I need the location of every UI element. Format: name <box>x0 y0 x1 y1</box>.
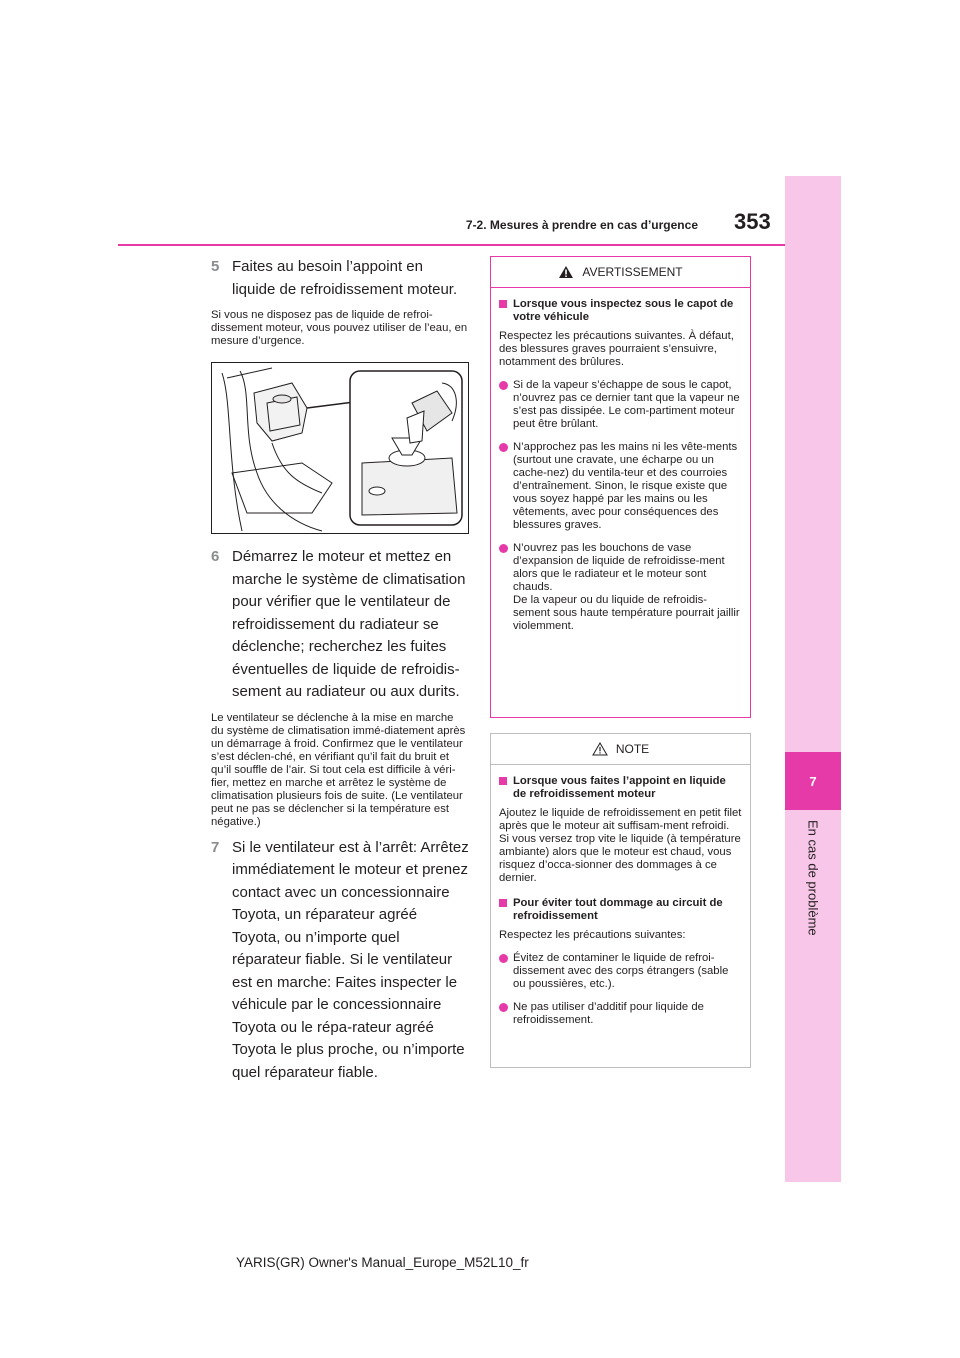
step-text: Si le ventilateur est à l’arrêt: Arrêtez immédiatement le moteur et prenez contact avec un concessionnaire Toyota, un réparateur agréé Toyota, ou n’importe quel réparateur fiable. Si le ventilateur est en marche: Faites inspecter le véhicule par le concessionnaire Toyota ou le répa-rateur agréé Toyota le plus proche, ou n’importe quel réparateur fiable. <box>232 838 469 1081</box>
header-rule <box>118 244 785 246</box>
round-bullet-icon <box>499 381 508 390</box>
step-text: Démarrez le moteur et mettez en marche le système de climatisation pour vérifier que le ventilateur de refroidissement du radiateur se déclenche; recherchez les fuites éventuelles de liquide de refroidis-sement au radiateur ou aux durits. <box>232 548 466 700</box>
step-text: Faites au besoin l’appoint en liquide de refroidissement moteur. <box>232 258 458 298</box>
round-bullet-icon <box>499 544 508 553</box>
round-bullet-icon <box>499 954 508 963</box>
note-bullet: Évitez de contaminer le liquide de refroi-dissement avec des corps étrangers (sable ou poussières, etc.). <box>499 952 742 991</box>
section-title: 7-2. Mesures à prendre en cas d’urgence <box>465 218 698 232</box>
step-7 <box>211 837 469 1085</box>
note-subheading: Lorsque vous faites l’appoint en liquide de refroidissement moteur <box>499 775 742 801</box>
note-paragraph: Ajoutez le liquide de refroidissement en petit filet après que le moteur ait suffisam-ment refroidi. Si vous versez trop vite le liquide (à température ambiante) alors que le moteur est chaud, vous risquez d’occa-sionner des dommages à ce dernier. <box>499 807 742 884</box>
warning-box <box>490 256 751 718</box>
step-6-note: Le ventilateur se déclenche à la mise en marche du système de climatisation immé-diatement après un démarrage à froid. Confirmez que le ventilateur s’est déclen-ché, en vérifiant qu’il fait du bruit et qu’il souffle de l’air. Si tout cela est difficile à véri-fier, mettez en marche et arrêtez le système de climatisation plusieurs fois de suite. (Le ventilateur peut ne pas se déclencher si la température est négative.) <box>211 711 466 828</box>
note-box <box>490 733 751 1068</box>
coolant-refill-illustration <box>211 362 469 534</box>
note-paragraph: Respectez les précautions suivantes: <box>499 929 686 941</box>
footer-manual-id: YARIS(GR) Owner's Manual_Europe_M52L10_fr <box>236 1255 529 1270</box>
note-header <box>491 734 750 765</box>
step-number: 5 <box>211 258 220 275</box>
warning-title: AVERTISSEMENT <box>582 264 683 279</box>
chapter-number: 7 <box>785 752 841 810</box>
square-bullet-icon <box>499 777 507 785</box>
page-number: 353 <box>734 209 771 234</box>
chapter-label: En cas de problème <box>805 820 821 936</box>
chapter-side-tab <box>785 176 841 1182</box>
square-bullet-icon <box>499 300 507 308</box>
round-bullet-icon <box>499 1003 508 1012</box>
note-subheading: Pour éviter tout dommage au circuit de refroidissement <box>499 897 742 923</box>
step-number: 7 <box>211 838 220 856</box>
warning-intro: Respectez les précautions suivantes. À défaut, des blessures graves pourraient s’ensuivre, notamment des brûlures. <box>499 330 734 368</box>
left-column <box>211 256 469 1084</box>
step-number: 6 <box>211 548 220 565</box>
note-title: NOTE <box>615 741 650 756</box>
warning-bullet: N’ouvrez pas les bouchons de vase d’expansion de liquide de refroidisse-ment alors que le radiateur et le moteur sont chauds. De la vapeur ou du liquide de refroidis-sement sous haute température pourrait jaillir violemment. <box>499 542 742 633</box>
warning-bullet: Si de la vapeur s’échappe de sous le capot, n’ouvrez pas ce dernier tant que la vapeur ne s’est pas dissipée. Le com-partiment moteur peut être brûlant. <box>499 379 742 431</box>
step-5 <box>211 256 469 301</box>
step-5-note: Si vous ne disposez pas de liquide de refroi-dissement moteur, vous pouvez utiliser de l’eau, en mesure d’urgence. <box>211 309 468 347</box>
caution-triangle-icon <box>592 742 608 756</box>
round-bullet-icon <box>499 443 508 452</box>
warning-header <box>491 257 750 288</box>
warning-subheading: Lorsque vous inspectez sous le capot de votre véhicule <box>499 298 742 324</box>
step-6 <box>211 546 469 704</box>
warning-bullet: N’approchez pas les mains ni les vête-ments (surtout une cravate, une écharpe ou un cache-nez) du ventila-teur et des courroies d’entraînement. Sinon, le risque existe que vous soyez happé par les mains ou les vêtements, avec pour conséquences des blessures graves. <box>499 441 742 532</box>
note-bullet: Ne pas utiliser d’additif pour liquide de refroidissement. <box>499 1001 742 1027</box>
warning-triangle-icon <box>558 265 574 279</box>
square-bullet-icon <box>499 899 507 907</box>
